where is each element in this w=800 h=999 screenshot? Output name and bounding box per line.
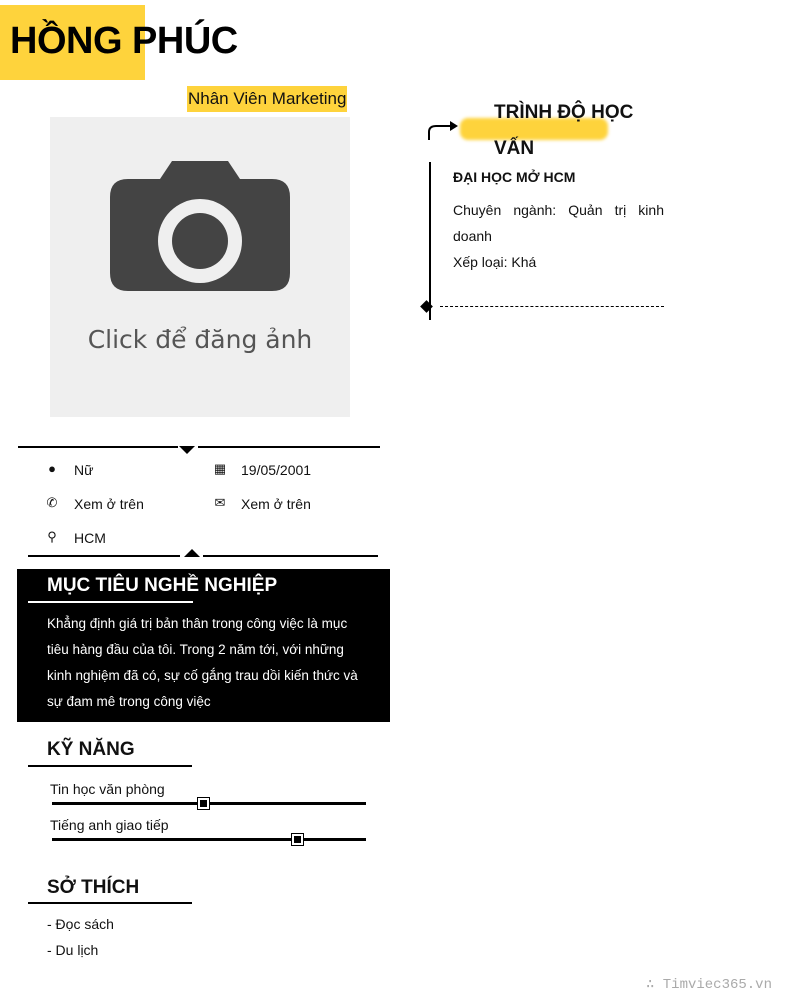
skill-name: Tin học văn phòng: [50, 781, 165, 797]
divider: [28, 601, 193, 603]
watermark: ∴ Timviec365.vn: [645, 977, 772, 993]
divider: [198, 446, 380, 448]
skill-level-slider[interactable]: [52, 802, 366, 805]
triangle-up-icon: [184, 549, 200, 557]
triangle-down-icon: [179, 446, 195, 454]
candidate-name: HỒNG PHÚC: [10, 20, 238, 62]
camera-icon: [110, 161, 290, 291]
email-icon: ✉: [214, 495, 226, 510]
arrow-icon: [428, 120, 460, 140]
education-title: TRÌNH ĐỘ HỌC VẤN: [494, 102, 634, 159]
phone-icon: ✆: [46, 495, 58, 510]
slider-thumb[interactable]: [292, 834, 303, 845]
hobbies-title: SỞ THÍCH: [47, 877, 140, 898]
goal-text: Khẳng định giá trị bản thân trong công việc là mục tiêu hàng đầu của tôi. Trong 2 năm tới, với những kinh nghiệm đã có, sự cố gắng trau dồi kiến thức và sự đam mê trong công việc: [47, 616, 358, 709]
address: HCM: [74, 530, 106, 546]
hobby-item: - Du lịch: [47, 942, 99, 958]
education-rank: Xếp loại: Khá: [453, 254, 537, 270]
divider: [18, 446, 178, 448]
hobby-item: - Đọc sách: [47, 916, 114, 932]
divider: [28, 765, 192, 767]
divider: [28, 555, 180, 557]
calendar-icon: ▦: [213, 461, 227, 476]
skills-title: KỸ NĂNG: [47, 739, 135, 760]
skill-level-slider[interactable]: [52, 838, 366, 841]
timeline-line: [429, 162, 431, 320]
school-name: ĐẠI HỌC MỞ HCM: [453, 169, 576, 185]
goal-title: MỤC TIÊU NGHỀ NGHIỆP: [47, 575, 278, 596]
career-goal-section: [17, 569, 390, 722]
email: Xem ở trên: [241, 496, 311, 512]
slider-thumb[interactable]: [198, 798, 209, 809]
photo-upload[interactable]: [50, 117, 350, 417]
user-icon: ●: [48, 461, 56, 476]
job-title: Nhân Viên Marketing: [187, 86, 347, 112]
birthday: 19/05/2001: [241, 462, 312, 478]
location-icon: ⚲: [47, 529, 57, 544]
education-major: Chuyên ngành: Quản trị kinh doanh: [453, 202, 664, 244]
gender: Nữ: [74, 462, 94, 478]
divider: [203, 555, 378, 557]
divider: [28, 902, 192, 904]
photo-upload-label: Click để đăng ảnh: [87, 325, 313, 354]
skill-name: Tiếng anh giao tiếp: [50, 817, 169, 833]
dashed-divider: [440, 306, 664, 307]
phone: Xem ở trên: [74, 496, 144, 512]
